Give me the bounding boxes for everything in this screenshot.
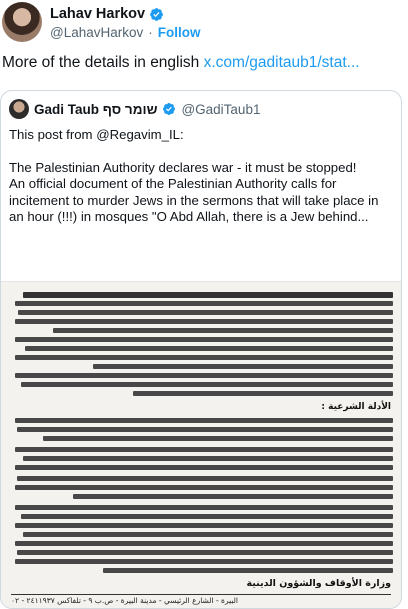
doc-text-line bbox=[15, 418, 393, 423]
doc-footer-rule bbox=[11, 594, 391, 595]
tweet-link[interactable]: x.com/gaditaub1/stat... bbox=[203, 54, 360, 71]
author-display-name[interactable]: Lahav Harkov bbox=[50, 6, 146, 22]
document-image[interactable] bbox=[1, 281, 401, 609]
quote-author-avatar bbox=[9, 99, 29, 119]
follow-button[interactable]: Follow bbox=[157, 24, 201, 40]
quote-line-3: An official document of the Palestinian Authority calls for incitement to murder Jews in the sermons that will take place in an hour (!!!) in mosques "O Abd Allah, there is a Jew behind... bbox=[9, 176, 379, 224]
quote-tweet-card[interactable] bbox=[0, 90, 402, 609]
doc-footer: البيرة - الشارع الرئيسي - مدينة البيرة - ص.ب ٩ - تلفاكس ٢٤١١٩٣٧ - ٠٢ bbox=[11, 596, 239, 605]
quote-author-name: Gadi Taub שומר סף bbox=[34, 101, 158, 117]
doc-text-line bbox=[23, 456, 393, 461]
author-handle[interactable]: @LahavHarkov bbox=[50, 24, 144, 40]
doc-text-line bbox=[17, 427, 393, 432]
quote-body bbox=[9, 127, 393, 226]
author-name-row bbox=[50, 5, 164, 23]
doc-text-line bbox=[73, 494, 393, 499]
doc-text-line bbox=[23, 532, 393, 537]
doc-text-line bbox=[15, 465, 393, 470]
quote-header bbox=[9, 99, 260, 119]
doc-text-line bbox=[21, 382, 393, 387]
doc-text-line bbox=[133, 391, 393, 396]
doc-ministry-name: وزارة الأوقاف والشؤون الدينية bbox=[246, 578, 391, 589]
doc-text-line bbox=[93, 364, 393, 369]
doc-text-line bbox=[15, 559, 393, 564]
verified-badge-icon bbox=[162, 102, 176, 116]
doc-text-line bbox=[15, 301, 393, 306]
doc-section-heading: الأدلة الشرعية : bbox=[321, 402, 391, 412]
doc-text-line bbox=[18, 310, 393, 315]
verified-badge-icon bbox=[149, 7, 164, 22]
doc-text-line bbox=[15, 447, 393, 452]
quote-line-2: The Palestinian Authority declares war - it must be stopped! bbox=[9, 159, 357, 175]
doc-text-line bbox=[25, 346, 393, 351]
doc-text-line bbox=[23, 292, 393, 298]
doc-text-line bbox=[15, 505, 393, 510]
doc-text-line bbox=[43, 436, 393, 441]
doc-text-line bbox=[15, 337, 393, 342]
doc-text-line bbox=[15, 485, 393, 490]
doc-text-line bbox=[15, 373, 393, 378]
quote-author-handle: @GadiTaub1 bbox=[181, 101, 261, 117]
author-handle-row bbox=[50, 24, 201, 40]
tweet-text bbox=[2, 53, 402, 73]
doc-text-line bbox=[21, 514, 393, 519]
doc-text-line bbox=[17, 550, 393, 555]
doc-text-line bbox=[103, 568, 393, 573]
tweet-header bbox=[0, 0, 408, 44]
quote-line-1: This post from @Regavim_IL: bbox=[9, 127, 184, 142]
doc-text-line bbox=[15, 355, 393, 360]
tweet-body: More of the details in english bbox=[2, 54, 204, 71]
doc-text-line bbox=[53, 328, 393, 333]
author-avatar[interactable] bbox=[2, 2, 42, 42]
doc-text-line bbox=[15, 523, 393, 528]
doc-text-line bbox=[17, 476, 393, 481]
separator-dot: · bbox=[148, 24, 153, 40]
doc-text-line bbox=[15, 541, 393, 546]
doc-text-line bbox=[15, 319, 393, 324]
